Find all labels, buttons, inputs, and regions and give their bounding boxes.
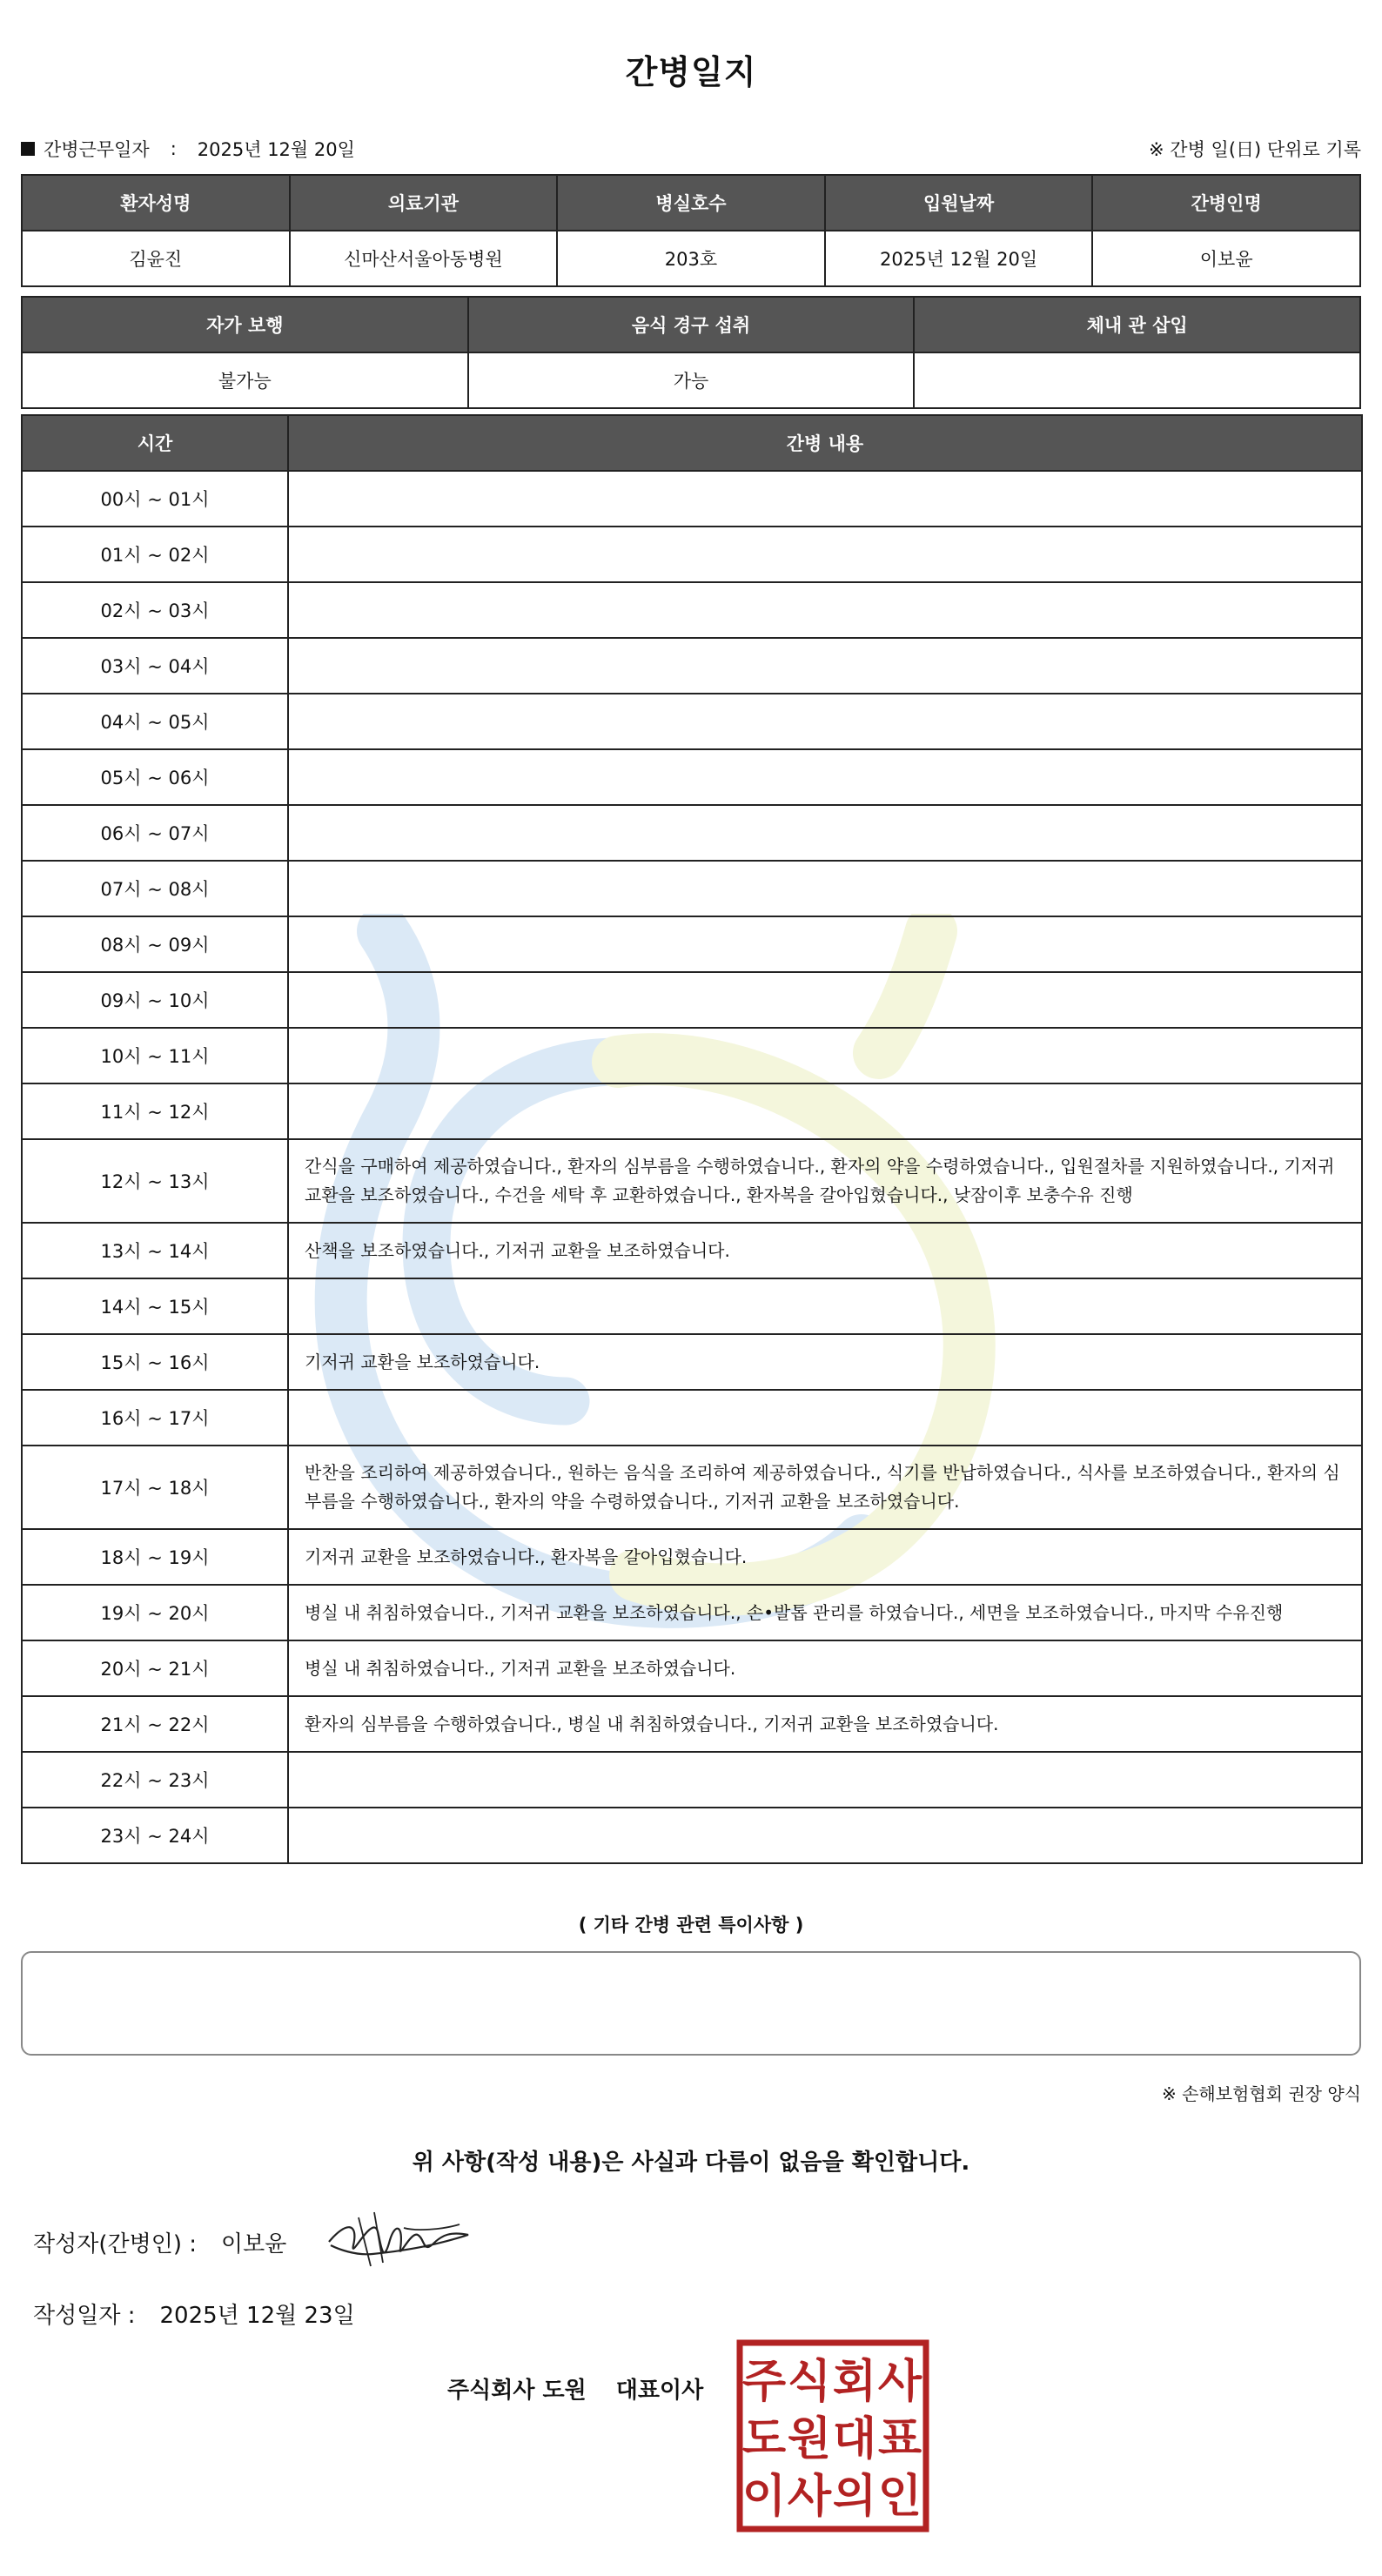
log-time: 23시 ~ 24시 bbox=[22, 1808, 288, 1863]
header-self-walking: 자가 보행 bbox=[22, 297, 468, 352]
admission-date: 2025년 12월 20일 bbox=[825, 231, 1093, 286]
log-row bbox=[22, 1334, 1362, 1390]
seal-character: 이 bbox=[741, 2471, 787, 2523]
meta-row bbox=[21, 134, 1361, 164]
log-row bbox=[22, 1223, 1362, 1278]
seal-character: 식 bbox=[787, 2356, 832, 2408]
log-time: 06시 ~ 07시 bbox=[22, 805, 288, 861]
log-content: 병실 내 취침하였습니다., 기저귀 교환을 보조하였습니다. bbox=[288, 1640, 1362, 1696]
remarks-title: ( 기타 간병 관련 특이사항 ) bbox=[578, 1915, 804, 1935]
log-content bbox=[288, 861, 1362, 916]
seal-character: 회 bbox=[832, 2356, 877, 2408]
room-number: 203호 bbox=[557, 231, 825, 286]
log-time: 12시 ~ 13시 bbox=[22, 1139, 288, 1223]
header-caregiver: 간병인명 bbox=[1092, 175, 1360, 231]
log-content bbox=[288, 1808, 1362, 1863]
caregiver-name: 이보윤 bbox=[1092, 231, 1360, 286]
log-time: 15시 ~ 16시 bbox=[22, 1334, 288, 1390]
header-hospital: 의료기관 bbox=[290, 175, 558, 231]
seal-character: 주 bbox=[741, 2356, 787, 2408]
hospital-name: 신마산서울아동병원 bbox=[290, 231, 558, 286]
log-time: 22시 ~ 23시 bbox=[22, 1752, 288, 1808]
patient-status-table bbox=[21, 296, 1361, 409]
header-tube-insertion: 체내 관 삽입 bbox=[914, 297, 1360, 352]
log-content bbox=[288, 916, 1362, 972]
seal-character: 사 bbox=[877, 2356, 922, 2408]
work-date-label: 간병근무일자 bbox=[44, 139, 150, 160]
log-content bbox=[288, 527, 1362, 582]
log-row bbox=[22, 638, 1362, 694]
written-date-label: 작성일자 : bbox=[33, 2303, 136, 2329]
log-row bbox=[22, 1585, 1362, 1640]
log-row bbox=[22, 582, 1362, 638]
log-content bbox=[288, 1278, 1362, 1334]
remarks-box bbox=[21, 1951, 1361, 2056]
work-date bbox=[21, 136, 355, 162]
log-time: 21시 ~ 22시 bbox=[22, 1696, 288, 1752]
patient-header-row bbox=[22, 175, 1360, 231]
log-content bbox=[288, 1752, 1362, 1808]
seal-character: 인 bbox=[877, 2471, 922, 2523]
writer-line bbox=[33, 2226, 286, 2258]
log-time: 17시 ~ 18시 bbox=[22, 1446, 288, 1529]
log-content bbox=[288, 1083, 1362, 1139]
header-patient-name: 환자성명 bbox=[22, 175, 290, 231]
log-content: 산책을 보조하였습니다., 기저귀 교환을 보조하였습니다. bbox=[288, 1223, 1362, 1278]
seal-character: 대 bbox=[832, 2413, 877, 2465]
log-row bbox=[22, 471, 1362, 527]
company-seal-stamp bbox=[736, 2339, 929, 2532]
log-time: 03시 ~ 04시 bbox=[22, 638, 288, 694]
log-time: 02시 ~ 03시 bbox=[22, 582, 288, 638]
header-room: 병실호수 bbox=[557, 175, 825, 231]
writer-label: 작성자(간병인) : bbox=[33, 2231, 198, 2257]
log-content bbox=[288, 972, 1362, 1028]
log-row bbox=[22, 1640, 1362, 1696]
company-line bbox=[447, 2372, 703, 2405]
log-time: 13시 ~ 14시 bbox=[22, 1223, 288, 1278]
log-time: 00시 ~ 01시 bbox=[22, 471, 288, 527]
written-date-line bbox=[33, 2298, 355, 2330]
log-row bbox=[22, 694, 1362, 749]
log-time: 18시 ~ 19시 bbox=[22, 1529, 288, 1585]
log-content bbox=[288, 805, 1362, 861]
log-time: 04시 ~ 05시 bbox=[22, 694, 288, 749]
log-row bbox=[22, 1139, 1362, 1223]
header-admission-date: 입원날짜 bbox=[825, 175, 1093, 231]
log-time: 20시 ~ 21시 bbox=[22, 1640, 288, 1696]
written-date-value: 2025년 12월 23일 bbox=[159, 2303, 355, 2329]
work-date-separator: : bbox=[170, 138, 177, 159]
work-date-value: 2025년 12월 20일 bbox=[197, 139, 355, 160]
care-log-table bbox=[21, 414, 1363, 1864]
log-content bbox=[288, 1028, 1362, 1083]
header-time: 시간 bbox=[22, 415, 288, 471]
log-content: 기저귀 교환을 보조하였습니다., 환자복을 갈아입혔습니다. bbox=[288, 1529, 1362, 1585]
log-time: 16시 ~ 17시 bbox=[22, 1390, 288, 1446]
log-time: 11시 ~ 12시 bbox=[22, 1083, 288, 1139]
patient-value-row bbox=[22, 231, 1360, 286]
log-time: 05시 ~ 06시 bbox=[22, 749, 288, 805]
log-row bbox=[22, 1083, 1362, 1139]
confirm-statement: 위 사항(작성 내용)은 사실과 다름이 없음을 확인합니다. bbox=[412, 2150, 970, 2176]
log-header-row bbox=[22, 415, 1362, 471]
log-row bbox=[22, 805, 1362, 861]
log-time: 10시 ~ 11시 bbox=[22, 1028, 288, 1083]
seal-character: 의 bbox=[832, 2471, 877, 2523]
seal-character: 원 bbox=[787, 2413, 832, 2465]
log-row bbox=[22, 1808, 1362, 1863]
recommend-note: ※ 손해보험협회 권장 양식 bbox=[1161, 2083, 1361, 2104]
log-time: 01시 ~ 02시 bbox=[22, 527, 288, 582]
oral-intake-value: 가능 bbox=[468, 352, 915, 408]
log-content: 환자의 심부름을 수행하였습니다., 병실 내 취침하였습니다., 기저귀 교환을 보조하였습니다. bbox=[288, 1696, 1362, 1752]
patient-info-table bbox=[21, 174, 1361, 287]
log-row bbox=[22, 1446, 1362, 1529]
log-content: 반찬을 조리하여 제공하였습니다., 원하는 음식을 조리하여 제공하였습니다., 식기를 반납하였습니다., 식사를 보조하였습니다., 환자의 심부름을 수행하였습니다., 환자의 약을 수령하였습니다., 기저귀 교환을 보조하였습니다. bbox=[288, 1446, 1362, 1529]
square-bullet-icon bbox=[21, 142, 35, 156]
log-content: 기저귀 교환을 보조하였습니다. bbox=[288, 1334, 1362, 1390]
log-time: 08시 ~ 09시 bbox=[22, 916, 288, 972]
unit-note: ※ 간병 일(日) 단위로 기록 bbox=[1149, 139, 1361, 160]
log-time: 07시 ~ 08시 bbox=[22, 861, 288, 916]
log-content bbox=[288, 749, 1362, 805]
log-row bbox=[22, 749, 1362, 805]
log-row bbox=[22, 1696, 1362, 1752]
log-row bbox=[22, 861, 1362, 916]
log-content bbox=[288, 1390, 1362, 1446]
log-row bbox=[22, 1529, 1362, 1585]
status-header-row bbox=[22, 297, 1360, 352]
patient-name: 김윤진 bbox=[22, 231, 290, 286]
seal-character: 도 bbox=[741, 2413, 787, 2465]
writer-name: 이보윤 bbox=[221, 2231, 287, 2257]
log-row bbox=[22, 972, 1362, 1028]
log-time: 14시 ~ 15시 bbox=[22, 1278, 288, 1334]
log-content bbox=[288, 471, 1362, 527]
log-row bbox=[22, 1278, 1362, 1334]
status-value-row bbox=[22, 352, 1360, 408]
log-row bbox=[22, 1752, 1362, 1808]
log-content bbox=[288, 638, 1362, 694]
log-content: 간식을 구매하여 제공하였습니다., 환자의 심부름을 수행하였습니다., 환자의 약을 수령하였습니다., 입원절차를 지원하였습니다., 기저귀 교환을 보조하였습니다., 수건을 세탁 후 교환하였습니다., 환자복을 갈아입혔습니다., 낮잠이후 보충수유 진행 bbox=[288, 1139, 1362, 1223]
log-time: 19시 ~ 20시 bbox=[22, 1585, 288, 1640]
log-time: 09시 ~ 10시 bbox=[22, 972, 288, 1028]
seal-character: 사 bbox=[787, 2471, 832, 2523]
log-row bbox=[22, 1390, 1362, 1446]
tube-insertion-value bbox=[914, 352, 1360, 408]
log-content bbox=[288, 582, 1362, 638]
log-content: 병실 내 취침하였습니다., 기저귀 교환을 보조하였습니다., 손•발톱 관리를 하였습니다., 세면을 보조하였습니다., 마지막 수유진행 bbox=[288, 1585, 1362, 1640]
log-content bbox=[288, 694, 1362, 749]
self-walking-value: 불가능 bbox=[22, 352, 468, 408]
company-title: 대표이사 bbox=[615, 2378, 704, 2404]
document-title: 간병일지 bbox=[625, 53, 757, 91]
log-row bbox=[22, 916, 1362, 972]
signature bbox=[320, 2205, 477, 2275]
company-name: 주식회사 도원 bbox=[447, 2378, 587, 2404]
header-care-content: 간병 내용 bbox=[288, 415, 1362, 471]
header-oral-intake: 음식 경구 섭취 bbox=[468, 297, 915, 352]
log-row bbox=[22, 1028, 1362, 1083]
seal-character: 표 bbox=[877, 2413, 922, 2465]
log-row bbox=[22, 527, 1362, 582]
